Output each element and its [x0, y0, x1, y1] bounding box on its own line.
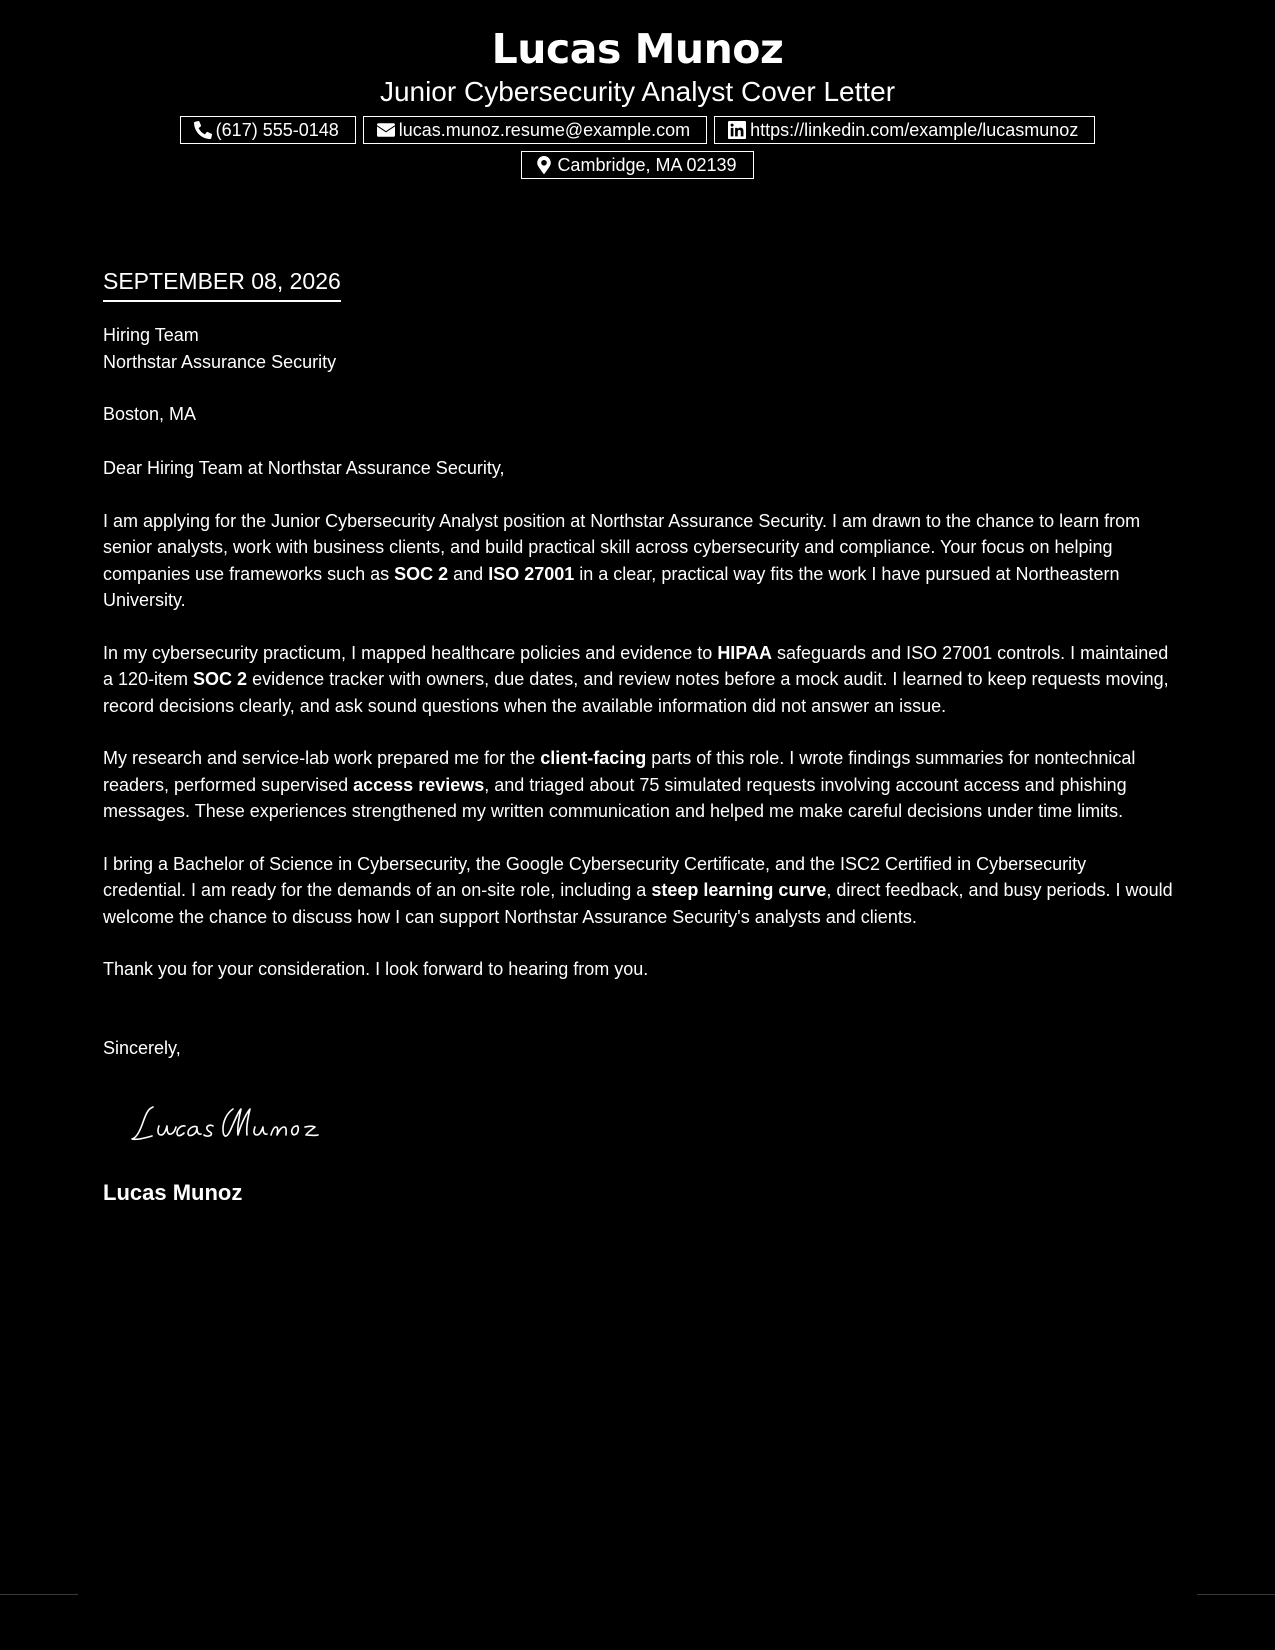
envelope-icon — [377, 121, 395, 139]
signer-name: Lucas Munoz — [103, 1179, 243, 1205]
recipient-line: Hiring Team — [103, 325, 199, 345]
phone-text: (617) 555-0148 — [215, 120, 339, 140]
footer-rule-right — [1197, 1594, 1275, 1595]
applicant-name: Lucas Munoz — [491, 25, 784, 73]
recipient-company: Northstar Assurance Security — [103, 352, 337, 372]
linkedin-contact[interactable] — [714, 116, 1095, 144]
location-text: Cambridge, MA 02139 — [557, 155, 737, 175]
closing: Sincerely, — [103, 1037, 181, 1058]
paragraph: In my cybersecurity practicum, I mapped healthcare policies and evidence to HIPAA safeguards and ISO 27001 controls. I maintained a 120-item SOC 2 evidence tracker with owners, due dates, and review notes before a mock audit. I learned to keep requests moving, record decisions clearly, and ask sound questions when the available information did not answer an issue. — [103, 642, 1169, 716]
map-pin-icon — [535, 156, 553, 174]
letter-date: SEPTEMBER 08, 2026 — [103, 266, 341, 302]
linkedin-text: https://linkedin.com/example/lucasmunoz — [750, 120, 1079, 140]
salutation: Dear Hiring Team at Northstar Assurance Security, — [103, 458, 505, 478]
phone-icon — [194, 121, 212, 139]
linkedin-icon — [728, 121, 746, 139]
paragraph: I am applying for the Junior Cybersecurity Analyst position at Northstar Assurance Security. I am drawn to the chance to learn from senior analysts, work with business clients, and build practical skill across cybersecurity and compliance. Your focus on helping companies use frameworks such as SOC 2 and ISO 27001 in a clear, practical way fits the work I have pursued at Northeastern University. — [103, 510, 1141, 610]
recipient-location: Boston, MA — [103, 404, 197, 424]
paragraph: I bring a Bachelor of Science in Cybersecurity, the Google Cybersecurity Certificate, and the ISC2 Certified in Cybersecurity credential. I am ready for the demands of an on-site role, including a steep learning curve, direct feedback, and busy periods. I would welcome the chance to discuss how I can support Northstar Assurance Security's analysts and clients. — [103, 853, 1173, 927]
thanks-line: Thank you for your consideration. I look forward to hearing from you. — [103, 959, 649, 979]
contact-bar — [138, 116, 1138, 179]
handwritten-signature — [129, 1099, 349, 1147]
recipient-block — [103, 322, 1173, 428]
letter-header — [0, 22, 1275, 179]
letter-body — [103, 266, 1173, 1207]
footer-rule-left — [0, 1594, 78, 1595]
paragraph: My research and service-lab work prepared me for the client-facing parts of this role. I wrote findings summaries for nontechnical readers, performed supervised access reviews, and triaged about 75 simulated requests involving account access and phishing messages. These experiences strengthened my written communication and helped me make careful decisions under time limits. — [103, 748, 1136, 821]
phone-contact — [180, 116, 356, 144]
document-subtitle: Junior Cybersecurity Analyst Cover Letter — [379, 76, 896, 107]
email-text: lucas.munoz.resume@example.com — [398, 120, 691, 140]
location-contact — [521, 151, 753, 179]
email-contact[interactable] — [363, 116, 707, 144]
